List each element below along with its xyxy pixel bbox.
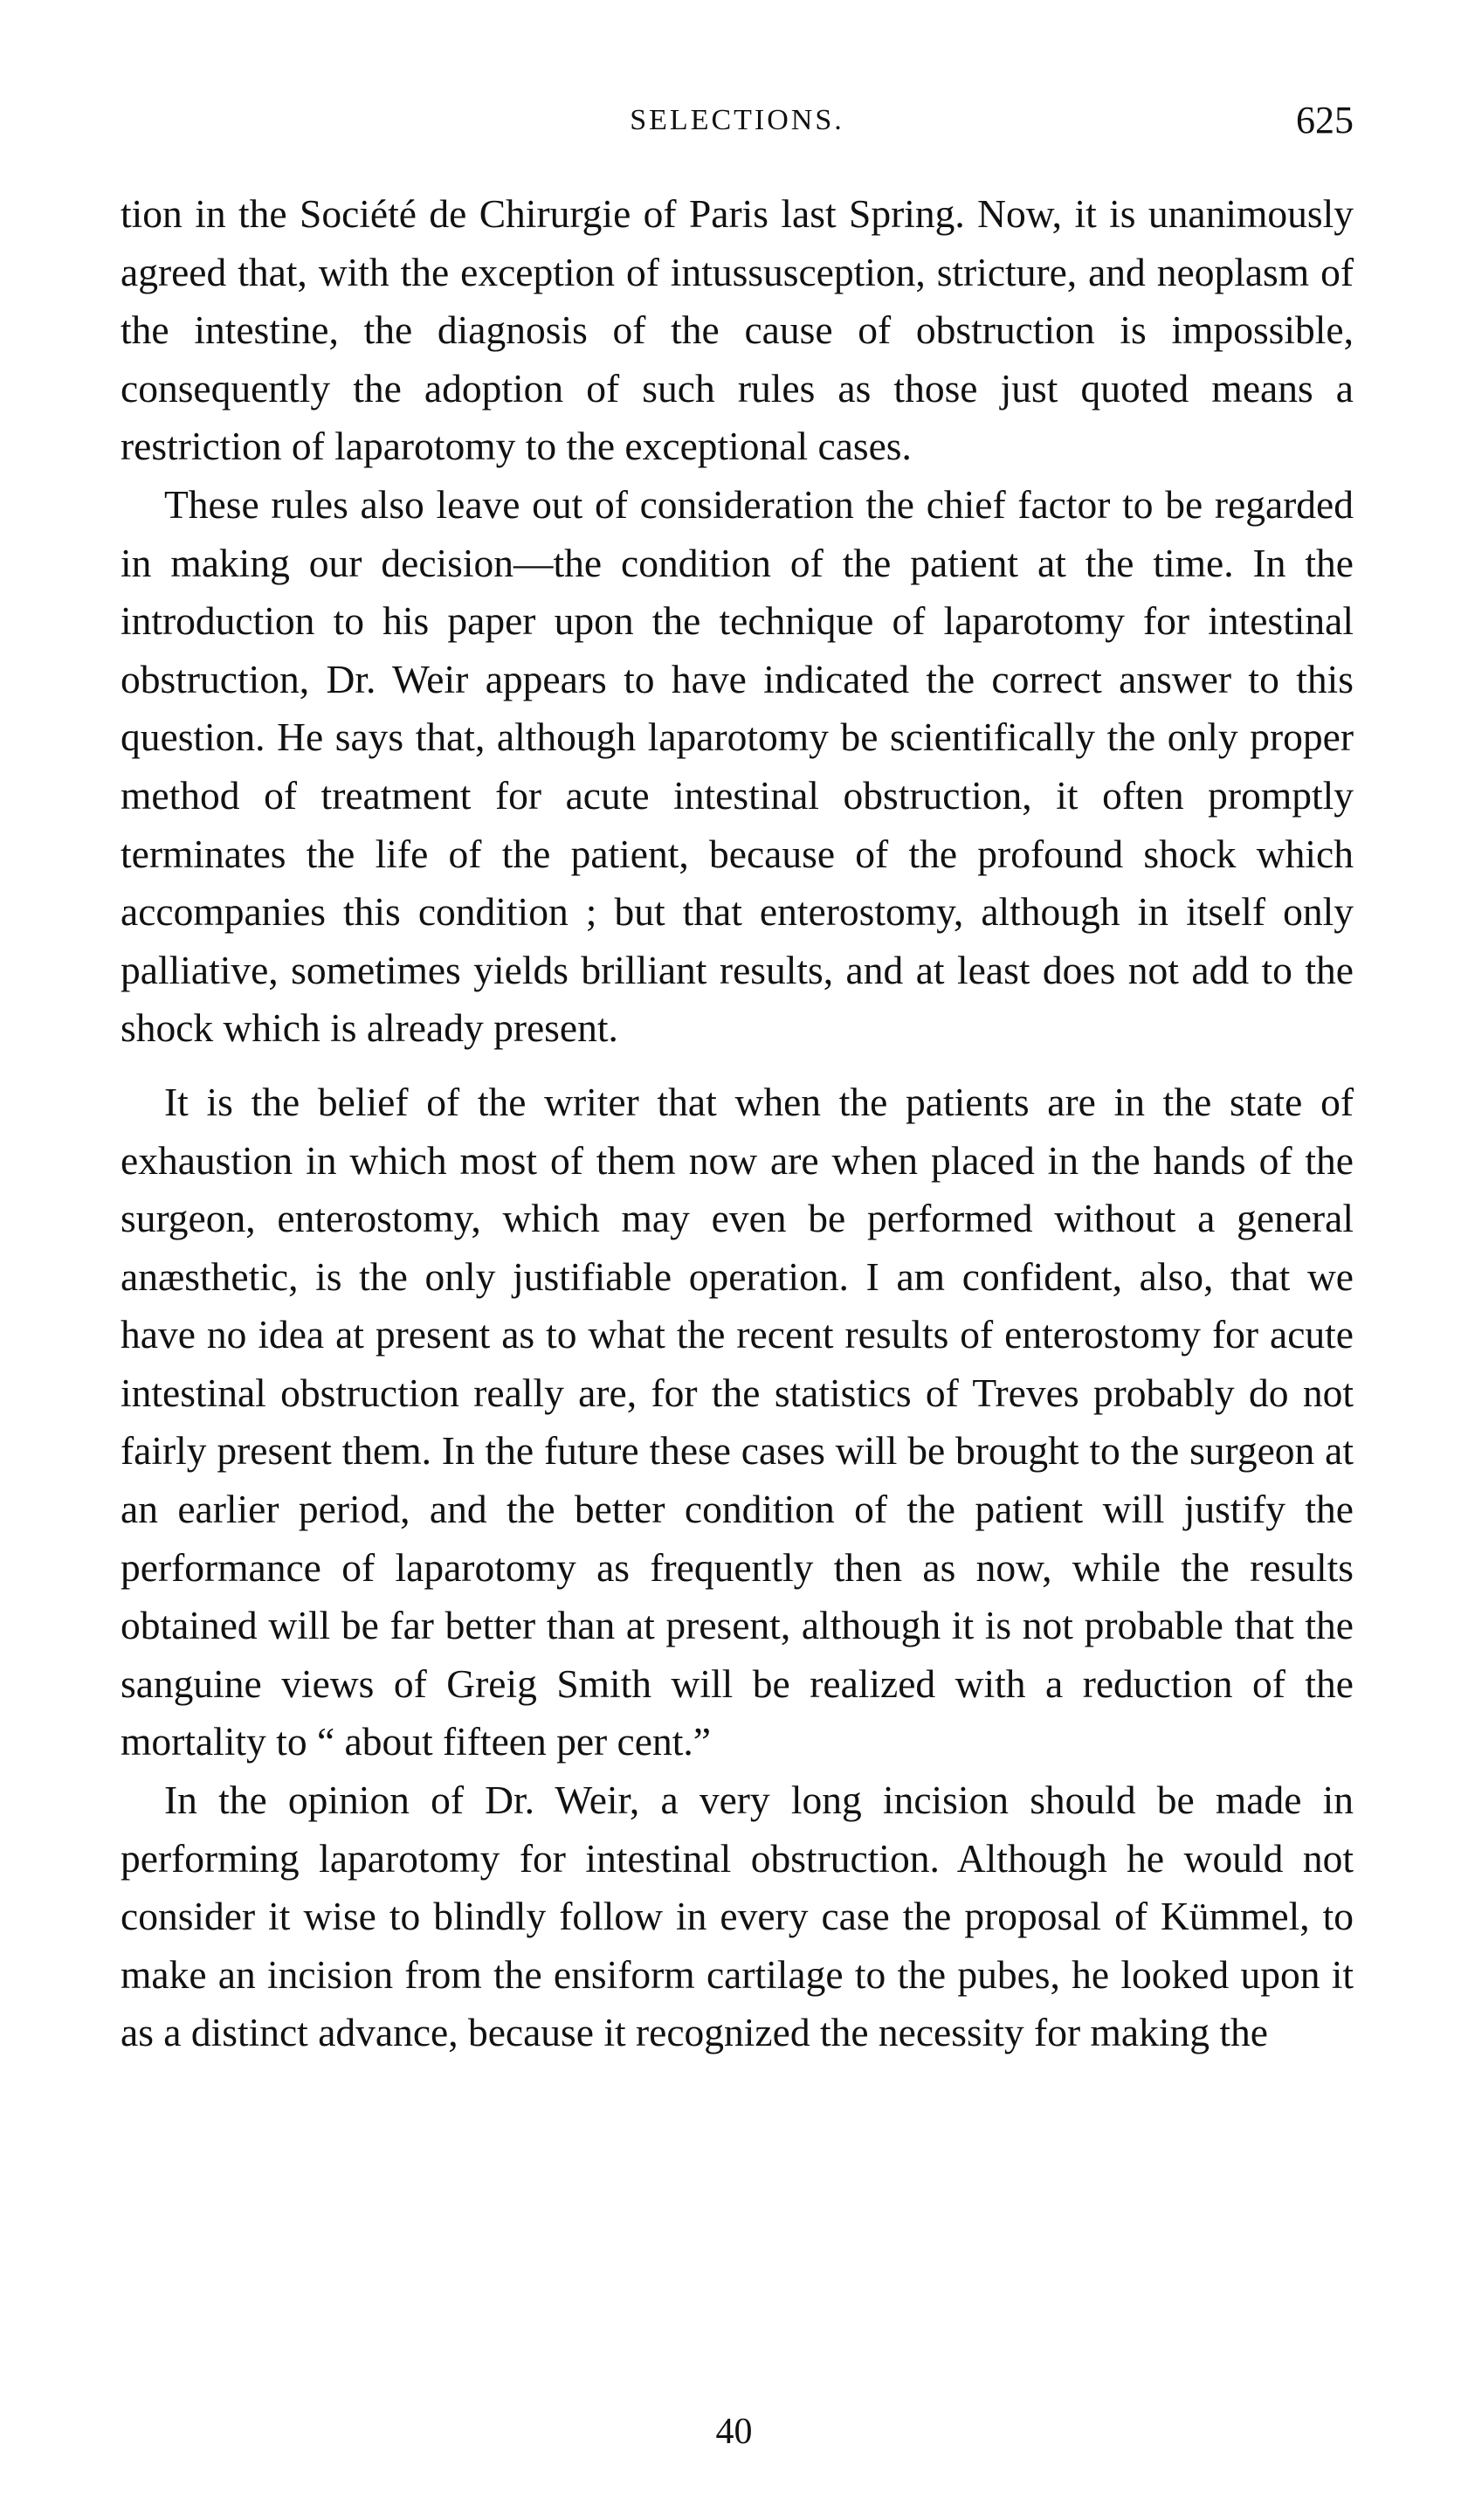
body-text xyxy=(121,185,1354,2062)
running-title: SELECTIONS. xyxy=(630,104,844,136)
paragraph: These rules also leave out of consideration the chief factor to be regarded in making our decision—the condition of the patient at the time. In the introduction to his paper upon the technique of laparotomy for intestinal obstruction, Dr. Weir appears to have indicated the correct answer to this question. He says that, although laparotomy be scientifically the only proper method of treatment for acute intestinal obstruction, it often promptly terminates the life of the patient, because of the profound shock which accompanies this condition ; but that enterostomy, although in itself only palliative, sometimes yields brilliant results, and at least does not add to the shock which is already present. xyxy=(121,481,1354,1051)
paragraph: It is the belief of the writer that when the patients are in the state of exhaustion in which most of them now are when placed in the hands of the surgeon, enterostomy, which may even be performed without a general anæsthetic, is the only justifiable operation. I am confident, also, that we have no idea at present as to what the recent results of enterostomy for acute intestinal obstruction really are, for the statistics of Treves probably do not fairly present them. In the future these cases will be brought to the surgeon at an earlier period, and the better condition of the patient will justify the performance of laparotomy as frequently then as now, while the results obtained will be far better than at present, although it is not probable that the sanguine views of Greig Smith will be realized with a reduction of the mortality to “ about fifteen per cent.” xyxy=(121,1079,1354,1764)
page-number: 625 xyxy=(1296,99,1354,142)
paragraph-continued: tion in the Société de Chirurgie of Paris last Spring. Now, it is unanimously agreed that, with the exception of intussusception, stricture, and neoplasm of the intestine, the diagnosis of the cause of obstruction is impossible, consequently the adoption of such rules as those just quoted means a restriction of laparotomy to the exceptional cases. xyxy=(121,191,1354,469)
signature-mark: 40 xyxy=(715,2412,753,2452)
running-head xyxy=(121,94,1354,147)
paragraph: In the opinion of Dr. Weir, a very long incision should be made in performing laparotomy for intestinal obstruction. Although he would not consider it wise to blindly follow in every case the proposal of Kümmel, to make an incision from the ensiform cartilage to the pubes, he looked upon it as a distinct advance, because it recognized the necessity for making the xyxy=(121,1778,1354,2055)
